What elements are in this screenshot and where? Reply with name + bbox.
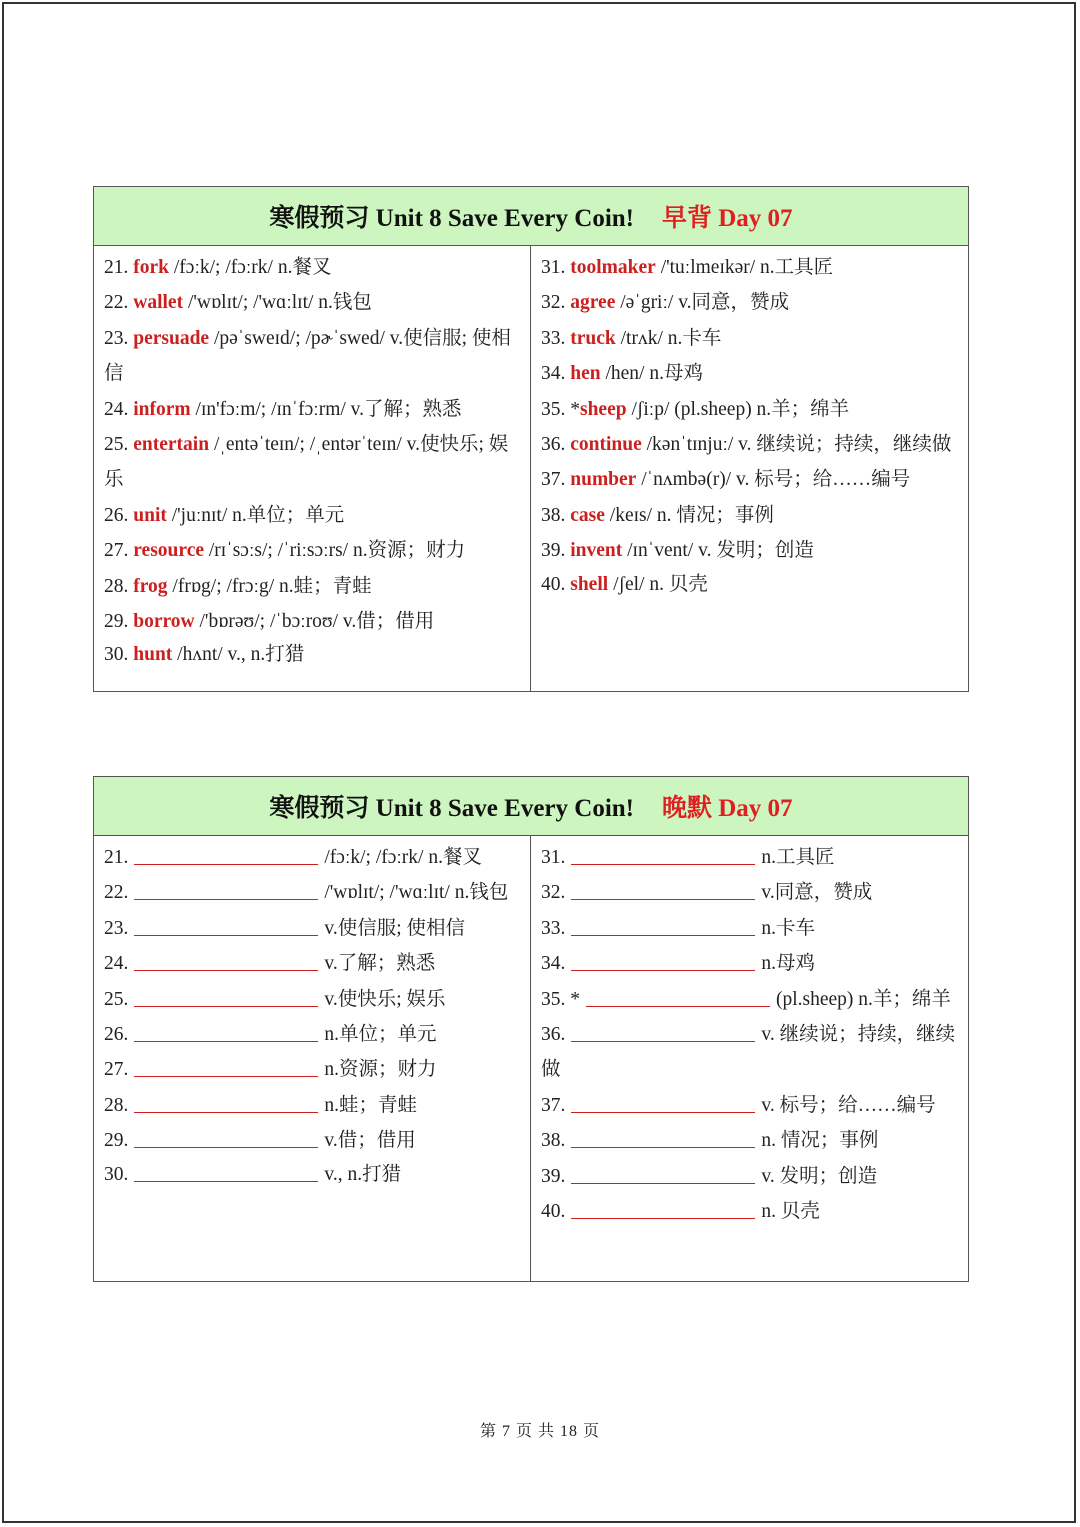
entry-definition: v. 发明；创造 xyxy=(761,1165,878,1187)
page-footer: 第 7 页 共 18 页 xyxy=(479,1423,600,1440)
entry-number: 29. xyxy=(104,1130,129,1152)
entry-number: 36. xyxy=(541,1024,566,1046)
entry-definition: n. 贝壳 xyxy=(761,1201,820,1223)
entry-word: entertain xyxy=(133,434,210,456)
entry-definition: /hen/ n.母鸡 xyxy=(600,363,703,385)
entry-word: hunt xyxy=(133,644,173,666)
entry-definition: v.同意，赞成 xyxy=(761,882,873,904)
vocab-entry xyxy=(104,498,520,533)
entry-definition: v.了解；熟悉 xyxy=(324,953,436,975)
entry-definition: n.母鸡 xyxy=(761,953,816,975)
entry-definition: /kənˈtɪnjuː/ v. 继续说；持续，继续做 xyxy=(641,434,952,456)
entry-definition: /fɔːk/; /fɔːrk/ n.餐叉 xyxy=(324,847,482,868)
entry-word: borrow xyxy=(133,611,195,633)
blank-entry xyxy=(104,911,520,946)
vocab-entry xyxy=(541,569,958,601)
entry-word: truck xyxy=(570,327,616,349)
entry-definition: n.蛙；青蛙 xyxy=(324,1094,418,1116)
entry-definition: /'juːnɪt/ n.单位；单元 xyxy=(166,504,345,526)
entry-definition: v.使信服; 使相信 xyxy=(324,917,466,939)
vocab-entry xyxy=(541,321,958,356)
vocab-entry xyxy=(104,427,520,498)
answer-blank[interactable] xyxy=(571,948,755,971)
answer-blank[interactable] xyxy=(571,1019,755,1042)
answer-blank[interactable] xyxy=(571,877,755,900)
blank-entry xyxy=(104,875,520,910)
entry-word: frog xyxy=(133,575,168,597)
blank-entry xyxy=(541,1194,958,1229)
entry-word: resource xyxy=(133,540,205,562)
entry-definition: n. 情况；事例 xyxy=(761,1130,879,1152)
blank-entry xyxy=(541,875,958,910)
entry-number: 31. xyxy=(541,257,571,278)
entry-number: 21. xyxy=(104,257,134,278)
vocab-entry xyxy=(541,533,958,568)
entry-definition: /keɪs/ n. 情况；事例 xyxy=(604,504,774,526)
entry-number: 29. xyxy=(104,611,134,633)
entry-word: invent xyxy=(570,540,623,562)
answer-blank[interactable] xyxy=(586,984,770,1007)
vocab-entry xyxy=(541,250,958,285)
entry-definition: /əˈgriː/ v.同意，赞成 xyxy=(615,292,790,314)
answer-blank[interactable] xyxy=(134,1090,318,1113)
answer-blank[interactable] xyxy=(134,913,318,936)
blank-entry xyxy=(104,1159,520,1191)
entry-definition: v.借；借用 xyxy=(324,1130,416,1152)
entry-number: 38. xyxy=(541,504,571,526)
entry-number: 21. xyxy=(104,847,129,868)
entry-word: inform xyxy=(133,398,191,420)
entry-word: agree xyxy=(570,292,616,314)
entry-number: 39. xyxy=(541,1165,566,1187)
entry-definition: n.卡车 xyxy=(761,917,816,939)
answer-blank[interactable] xyxy=(571,1125,755,1148)
entry-definition: /trʌk/ n.卡车 xyxy=(615,327,722,349)
entry-definition: /ɪn'fɔːm/; /ɪnˈfɔːrm/ v.了解；熟悉 xyxy=(190,398,462,420)
entry-definition: /pəˈsweɪd/; /pɚˈswed/ v.使信服; 使相信 xyxy=(104,327,511,385)
panel-tag: 早背 Day 07 xyxy=(662,205,793,232)
vocab-panel-morning xyxy=(93,186,969,692)
panel-header xyxy=(94,777,968,836)
entry-definition: /ɪnˈvent/ v. 发明；创造 xyxy=(622,540,814,562)
answer-blank[interactable] xyxy=(571,913,755,936)
vocab-entry xyxy=(541,356,958,391)
entry-definition: v., n.打猎 xyxy=(324,1163,402,1185)
blank-entry xyxy=(541,840,958,875)
answer-blank[interactable] xyxy=(134,1125,318,1148)
entry-definition: /'wɒlɪt/; /'wɑːlɪt/ n.钱包 xyxy=(324,882,509,904)
entry-number: 34. xyxy=(541,953,566,975)
entry-number: 24. xyxy=(104,953,129,975)
blank-entry xyxy=(104,840,520,875)
entry-definition: /rɪˈsɔːs/; /ˈriːsɔːrs/ n.资源；财力 xyxy=(204,540,466,562)
answer-blank[interactable] xyxy=(571,1161,755,1184)
vocab-entry xyxy=(541,392,958,427)
blank-entry xyxy=(104,1052,520,1087)
answer-blank[interactable] xyxy=(134,1159,318,1182)
column-right xyxy=(531,246,968,691)
entry-number: 37. xyxy=(541,469,571,491)
entry-number: 32. xyxy=(541,292,571,314)
entry-definition: /ʃiːp/ (pl.sheep) n.羊；绵羊 xyxy=(626,398,850,420)
entry-definition: /hʌnt/ v., n.打猎 xyxy=(172,644,305,666)
entry-number: 30. xyxy=(104,1163,129,1185)
entry-number: 30. xyxy=(104,644,134,666)
answer-blank[interactable] xyxy=(571,1196,755,1219)
vocab-entry xyxy=(104,392,520,427)
entry-number: 27. xyxy=(104,1059,129,1081)
entry-number: 26. xyxy=(104,1024,129,1046)
answer-blank[interactable] xyxy=(134,1019,318,1042)
entry-number: 22. xyxy=(104,292,134,314)
entry-number: 36. xyxy=(541,434,571,456)
column-left xyxy=(94,836,531,1281)
column-right xyxy=(531,836,968,1281)
vocab-panel-evening xyxy=(93,776,969,1282)
entry-definition: v.使快乐; 娱乐 xyxy=(324,988,446,1010)
entry-word: wallet xyxy=(133,292,184,314)
entry-definition: (pl.sheep) n.羊；绵羊 xyxy=(776,988,951,1010)
entry-definition: n.单位；单元 xyxy=(324,1024,437,1046)
entry-definition: /fɔːk/; /fɔːrk/ n.餐叉 xyxy=(169,257,332,278)
entry-prefix: * xyxy=(565,988,580,1010)
answer-blank[interactable] xyxy=(134,984,318,1007)
entry-word: number xyxy=(570,469,637,491)
entry-word: persuade xyxy=(133,327,210,349)
entry-number: 34. xyxy=(541,363,571,385)
panel-title: 寒假预习 Unit 8 Save Every Coin! xyxy=(269,205,634,232)
entry-number: 25. xyxy=(104,434,134,456)
entry-definition: /'tuːlmeɪkər/ n.工具匠 xyxy=(655,257,834,278)
entry-number: 27. xyxy=(104,540,134,562)
answer-blank[interactable] xyxy=(134,1054,318,1077)
vocab-entry xyxy=(104,321,520,392)
entry-number: 24. xyxy=(104,398,134,420)
answer-blank[interactable] xyxy=(134,948,318,971)
entry-number: 37. xyxy=(541,1094,566,1116)
entry-definition: /frɒg/; /frɔːg/ n.蛙；青蛙 xyxy=(167,575,372,597)
answer-blank[interactable] xyxy=(571,1090,755,1113)
entry-number: 33. xyxy=(541,917,566,939)
column-left xyxy=(94,246,531,691)
entry-word: case xyxy=(570,504,605,526)
entry-word: shell xyxy=(570,573,609,595)
vocab-entry xyxy=(104,639,520,671)
panel-tag: 晚默 Day 07 xyxy=(662,795,793,822)
entry-number: 39. xyxy=(541,540,571,562)
blank-entry xyxy=(541,911,958,946)
entry-word: unit xyxy=(133,504,167,526)
vocab-entry xyxy=(541,462,958,497)
entry-definition: /'bɒrəʊ/; /ˈbɔːroʊ/ v.借；借用 xyxy=(194,611,435,633)
entry-prefix: * xyxy=(570,398,580,420)
vocab-entry xyxy=(104,604,520,639)
entry-number: 40. xyxy=(541,573,571,595)
blank-entry xyxy=(541,982,958,1017)
blank-entry xyxy=(541,946,958,981)
entry-number: 33. xyxy=(541,327,571,349)
entry-definition: n.资源；财力 xyxy=(324,1059,437,1081)
answer-blank[interactable] xyxy=(134,842,318,865)
entry-number: 32. xyxy=(541,882,566,904)
vocab-entry xyxy=(541,427,958,462)
blank-entry xyxy=(104,982,520,1017)
entry-number: 22. xyxy=(104,882,129,904)
entry-word: toolmaker xyxy=(570,257,656,278)
entry-number: 28. xyxy=(104,575,134,597)
vocab-entry xyxy=(104,285,520,320)
blank-entry xyxy=(541,1088,958,1123)
blank-entry xyxy=(541,1017,958,1088)
entry-definition: /ˈnʌmbə(r)/ v. 标号；给……编号 xyxy=(636,469,911,491)
entry-word: fork xyxy=(133,257,169,278)
blank-entry xyxy=(104,946,520,981)
entry-definition: /'wɒlɪt/; /'wɑːlɪt/ n.钱包 xyxy=(183,292,372,314)
entry-definition: v. 继续说；持续，继续做 xyxy=(541,1024,956,1081)
panel-title: 寒假预习 Unit 8 Save Every Coin! xyxy=(269,795,634,822)
blank-entry xyxy=(104,1123,520,1158)
blank-entry xyxy=(541,1123,958,1158)
entry-definition: /ʃel/ n. 贝壳 xyxy=(608,573,708,595)
entry-number: 40. xyxy=(541,1201,566,1223)
entry-definition: v. 标号；给……编号 xyxy=(761,1094,936,1116)
answer-blank[interactable] xyxy=(571,842,755,865)
vocab-entry xyxy=(104,569,520,604)
vocab-entry xyxy=(104,533,520,568)
blank-entry xyxy=(541,1159,958,1194)
entry-number: 31. xyxy=(541,847,566,868)
entry-number: 23. xyxy=(104,327,134,349)
entry-number: 25. xyxy=(104,988,129,1010)
vocab-entry xyxy=(541,285,958,320)
entry-number: 35. xyxy=(541,988,566,1010)
blank-entry xyxy=(104,1088,520,1123)
entry-number: 23. xyxy=(104,917,129,939)
entry-definition: /ˌentəˈteɪn/; /ˌentərˈteɪn/ v.使快乐; 娱乐 xyxy=(104,434,509,491)
entry-number: 38. xyxy=(541,1130,566,1152)
entry-number: 35. xyxy=(541,398,571,420)
entry-number: 28. xyxy=(104,1094,129,1116)
answer-blank[interactable] xyxy=(134,877,318,900)
entry-definition: n.工具匠 xyxy=(761,847,835,868)
entry-word: continue xyxy=(570,434,642,456)
entry-word: sheep xyxy=(580,398,627,420)
blank-entry xyxy=(104,1017,520,1052)
panel-header xyxy=(94,187,968,246)
vocab-entry xyxy=(104,250,520,285)
vocab-entry xyxy=(541,498,958,533)
entry-number: 26. xyxy=(104,504,134,526)
entry-word: hen xyxy=(570,363,601,385)
